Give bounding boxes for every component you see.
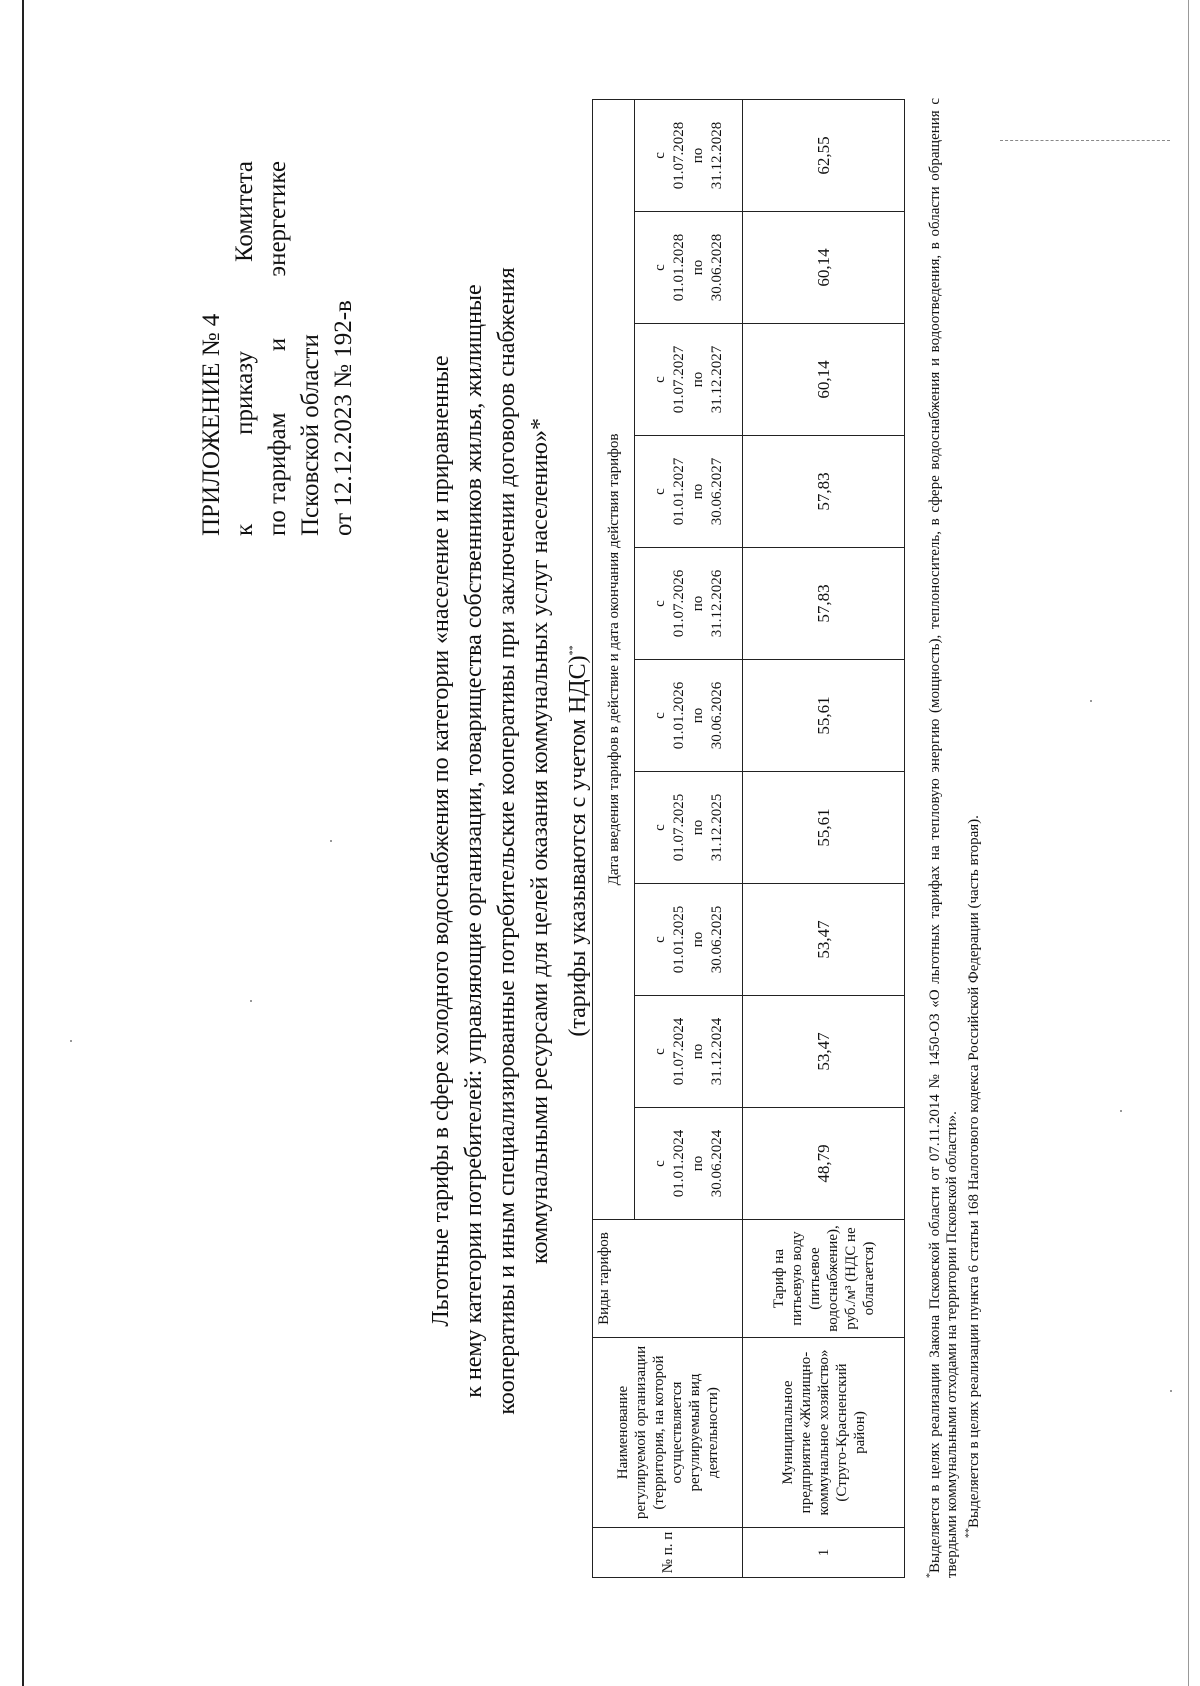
appendix-line-4: от 12.12.2023 № 192-в bbox=[330, 300, 357, 536]
period-cell: с 01.07.2027 по 31.12.2027 bbox=[635, 324, 743, 436]
header-organization: Наименование регулируемой организации (территория, на которой осуществляется регулируемый вид деятельности) bbox=[593, 1338, 743, 1528]
tariff-value: 53,47 bbox=[743, 884, 905, 996]
tariff-value: 55,61 bbox=[743, 772, 905, 884]
row-tariff-kind: Тариф на питьевую воду (питьевое водоснабжение), руб./м³ (НДС не облагается) bbox=[743, 1220, 905, 1338]
tariff-value: 60,14 bbox=[743, 324, 905, 436]
tariff-value: 48,79 bbox=[743, 1108, 905, 1220]
period-cell: с 01.01.2028 по 30.06.2028 bbox=[635, 212, 743, 324]
tariff-value: 60,14 bbox=[743, 212, 905, 324]
header-tariff-kind: Виды тарифов bbox=[593, 1220, 743, 1338]
footnotes bbox=[922, 98, 983, 1578]
table-header-row bbox=[593, 99, 635, 1577]
document-title bbox=[425, 106, 595, 1576]
header-dates-group: Дата введения тарифов в действие и дата окончания действия тарифов bbox=[593, 99, 635, 1219]
period-cell: с 01.01.2027 по 30.06.2027 bbox=[635, 436, 743, 548]
period-cell: с 01.07.2024 по 31.12.2024 bbox=[635, 996, 743, 1108]
tariff-value: 53,47 bbox=[743, 996, 905, 1108]
tariff-value: 57,83 bbox=[743, 436, 905, 548]
header-number: № п. п bbox=[593, 1528, 743, 1578]
tariff-table bbox=[592, 99, 905, 1578]
appendix-line-2: по тарифам и энергетике bbox=[264, 161, 291, 536]
appendix-line-3: Псковской области bbox=[297, 334, 324, 536]
period-cell: с 01.07.2025 по 31.12.2025 bbox=[635, 772, 743, 884]
title-line-2: к нему категории потребителей: управляющие организации, товарищества собственников жилья, жилищные bbox=[461, 284, 487, 1398]
title-line-1: Льготные тарифы в сфере холодного водоснабжения по категории «население и приравненные bbox=[428, 355, 454, 1327]
period-cell: с 01.01.2024 по 30.06.2024 bbox=[635, 1108, 743, 1220]
period-cell: с 01.01.2025 по 30.06.2025 bbox=[635, 884, 743, 996]
title-line-5: (тарифы указываются с учетом НДС)** bbox=[565, 645, 591, 1037]
tariff-value: 55,61 bbox=[743, 660, 905, 772]
footnote-mark: ** bbox=[568, 645, 579, 656]
footnote-2: **Выделяется в целях реализации пункта 6 статьи 168 Налогового кодекса Российской Федерации (часть вторая). bbox=[964, 815, 982, 1538]
appendix-line-1: к приказу Комитета bbox=[231, 161, 258, 536]
appendix-header bbox=[195, 161, 360, 536]
tariff-value: 62,55 bbox=[743, 99, 905, 211]
row-organization: Муниципальное предприятие «Жилищно-коммунальное хозяйство» (Струго-Красненский район) bbox=[743, 1338, 905, 1528]
title-line-3: кооперативы и иным специализированные потребительские кооперативы при заключении договоров снабжения bbox=[494, 267, 520, 1415]
tariff-value: 57,83 bbox=[743, 548, 905, 660]
table-row bbox=[743, 99, 905, 1577]
footnote-1: *Выделяется в целях реализации Закона Псковской области от 07.11.2014 № 1450-ОЗ «О льготных тарифах на тепловую энергию (мощность), теплоноситель, в сфере водоснабжения и водоотведения, в области обращения с твердыми коммунальными отходами на территории Псковской области». bbox=[925, 98, 960, 1578]
period-cell: с 01.01.2026 по 30.06.2026 bbox=[635, 660, 743, 772]
row-number: 1 bbox=[743, 1528, 905, 1578]
appendix-title: ПРИЛОЖЕНИЕ № 4 bbox=[198, 313, 225, 536]
period-cell: с 01.07.2028 по 31.12.2028 bbox=[635, 99, 743, 211]
period-cell: с 01.07.2026 по 31.12.2026 bbox=[635, 548, 743, 660]
title-line-4: коммунальными ресурсами для целей оказания коммунальных услуг населению»* bbox=[527, 418, 553, 1264]
